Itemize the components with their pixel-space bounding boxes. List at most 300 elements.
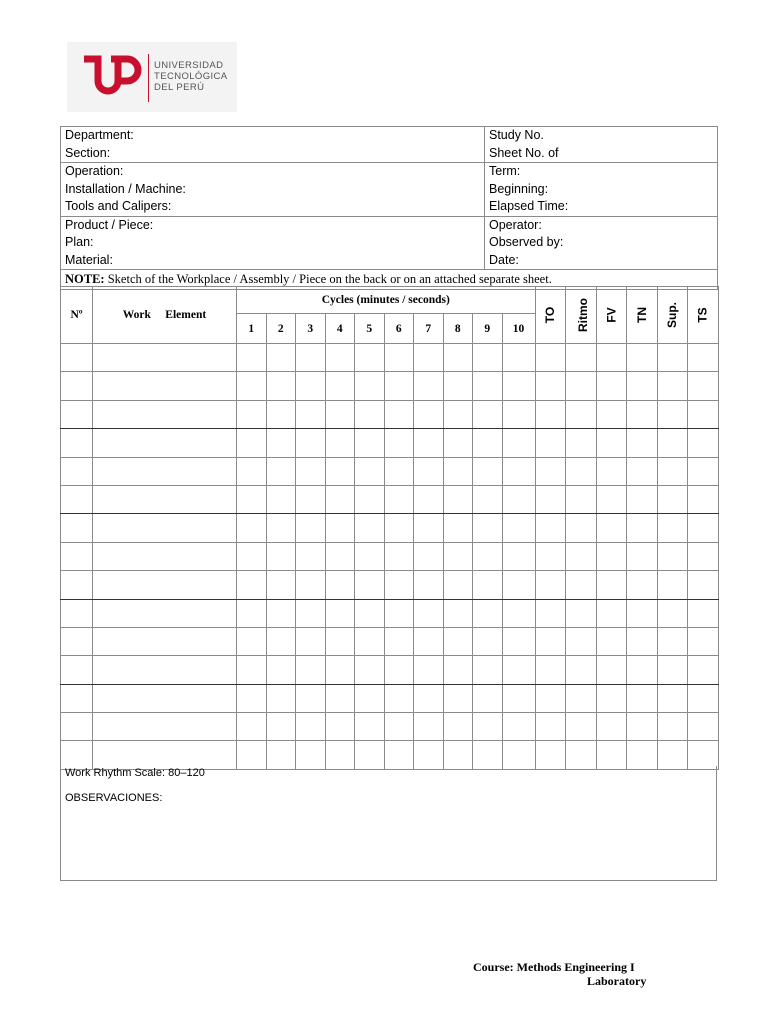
work-label: Work [122, 309, 151, 321]
grid-cell[interactable] [627, 656, 658, 684]
cycle-header-7: 7 [414, 314, 444, 344]
logo-wordmark [154, 60, 228, 93]
grid-cell[interactable] [596, 485, 627, 513]
grid-cell[interactable] [627, 713, 658, 741]
ts-label: TS [695, 307, 710, 323]
grid-cell[interactable] [296, 457, 326, 485]
table-row [61, 514, 719, 542]
grid-cell[interactable] [384, 542, 414, 570]
grid-cell[interactable] [657, 713, 688, 741]
grid-cell[interactable] [237, 514, 267, 542]
grid-cell[interactable] [355, 599, 385, 627]
grid-cell[interactable] [657, 514, 688, 542]
operator-field: Operator: [489, 217, 542, 232]
grid-cell[interactable] [414, 599, 444, 627]
grid-cell[interactable] [627, 571, 658, 599]
grid-cell[interactable] [657, 684, 688, 712]
grid-cell[interactable] [325, 571, 355, 599]
grid-cell[interactable] [296, 372, 326, 400]
grid-cell[interactable] [237, 599, 267, 627]
grid-cell[interactable] [688, 457, 719, 485]
grid-cell[interactable] [657, 429, 688, 457]
grid-cell[interactable] [566, 684, 597, 712]
header-row-2 [61, 163, 718, 217]
grid-cell[interactable] [414, 514, 444, 542]
grid-cell[interactable] [473, 571, 503, 599]
sheet-no-field: Sheet No. of [489, 145, 559, 160]
grid-cell[interactable] [266, 457, 296, 485]
grid-cell[interactable] [535, 344, 566, 372]
study-header-table [60, 126, 718, 290]
grid-cell[interactable] [325, 656, 355, 684]
grid-cell[interactable] [266, 627, 296, 655]
grid-cell[interactable] [266, 656, 296, 684]
grid-cell[interactable] [266, 344, 296, 372]
grid-cell[interactable] [296, 713, 326, 741]
grid-cell[interactable] [296, 429, 326, 457]
grid-cell[interactable] [355, 400, 385, 428]
grid-cell[interactable] [502, 627, 535, 655]
header-cell-term[interactable] [485, 163, 718, 217]
grid-cell[interactable] [596, 599, 627, 627]
grid-cell[interactable] [325, 429, 355, 457]
grid-cell[interactable] [473, 457, 503, 485]
grid-cell[interactable] [473, 485, 503, 513]
grid-cell[interactable] [443, 372, 473, 400]
grid-cell[interactable] [384, 713, 414, 741]
grid-cell[interactable] [266, 542, 296, 570]
grid-cell[interactable] [596, 400, 627, 428]
grid-cell[interactable] [296, 344, 326, 372]
grid-cell[interactable] [384, 656, 414, 684]
grid-cell[interactable] [535, 400, 566, 428]
grid-cell[interactable] [325, 400, 355, 428]
grid-cell[interactable] [384, 627, 414, 655]
grid-cell[interactable] [502, 599, 535, 627]
grid-cell[interactable] [325, 599, 355, 627]
note-text: Sketch of the Workplace / Assembly / Piece on the back or on an attached separate sheet. [104, 272, 552, 286]
grid-cell[interactable] [355, 656, 385, 684]
grid-cell[interactable] [566, 485, 597, 513]
grid-cell[interactable] [473, 542, 503, 570]
grid-cell[interactable] [93, 571, 237, 599]
course-line-2: Laboratory [587, 974, 647, 988]
grid-cell[interactable] [627, 457, 658, 485]
grid-cell[interactable] [535, 485, 566, 513]
grid-cell[interactable] [443, 684, 473, 712]
grid-cell[interactable] [266, 684, 296, 712]
grid-cell[interactable] [688, 656, 719, 684]
grid-cell[interactable] [535, 599, 566, 627]
grid-cell[interactable] [93, 599, 237, 627]
fv-label: FV [604, 307, 619, 323]
grid-cell[interactable] [414, 400, 444, 428]
grid-cell[interactable] [627, 514, 658, 542]
course-line-1: Course: Methods Engineering I [473, 960, 635, 974]
grid-cell[interactable] [355, 571, 385, 599]
grid-cell[interactable] [266, 599, 296, 627]
grid-body [61, 344, 719, 770]
grid-cell[interactable] [93, 542, 237, 570]
grid-cell[interactable] [61, 684, 93, 712]
grid-cell[interactable] [688, 599, 719, 627]
grid-cell[interactable] [414, 372, 444, 400]
grid-cell[interactable] [93, 656, 237, 684]
column-header-ritmo [566, 287, 597, 344]
grid-cell[interactable] [688, 571, 719, 599]
grid-cell[interactable] [627, 372, 658, 400]
grid-cell[interactable] [355, 457, 385, 485]
grid-cell[interactable] [596, 656, 627, 684]
grid-cell[interactable] [473, 372, 503, 400]
grid-cell[interactable] [443, 656, 473, 684]
grid-cell[interactable] [443, 429, 473, 457]
grid-cell[interactable] [61, 344, 93, 372]
grid-cell[interactable] [502, 684, 535, 712]
grid-cell[interactable] [93, 627, 237, 655]
grid-cell[interactable] [627, 485, 658, 513]
grid-cell[interactable] [61, 571, 93, 599]
grid-cell[interactable] [535, 627, 566, 655]
grid-cell[interactable] [566, 713, 597, 741]
grid-cell[interactable] [443, 400, 473, 428]
grid-cell[interactable] [473, 627, 503, 655]
grid-cell[interactable] [325, 627, 355, 655]
grid-cell[interactable] [443, 514, 473, 542]
grid-cell[interactable] [596, 713, 627, 741]
grid-cell[interactable] [93, 400, 237, 428]
tn-label: TN [634, 307, 649, 323]
grid-cell[interactable] [502, 713, 535, 741]
header-cell-operator[interactable] [485, 216, 718, 270]
table-row [61, 571, 719, 599]
grid-cell[interactable] [93, 372, 237, 400]
grid-cell[interactable] [93, 457, 237, 485]
header-cell-operation[interactable] [61, 163, 485, 217]
grid-cell[interactable] [93, 429, 237, 457]
grid-cell[interactable] [688, 627, 719, 655]
grid-cell[interactable] [596, 684, 627, 712]
grid-cell[interactable] [384, 684, 414, 712]
grid-cell[interactable] [627, 429, 658, 457]
grid-cell[interactable] [355, 627, 385, 655]
grid-cell[interactable] [566, 344, 597, 372]
grid-cell[interactable] [266, 571, 296, 599]
grid-cell[interactable] [688, 713, 719, 741]
grid-cell[interactable] [384, 344, 414, 372]
grid-cell[interactable] [502, 485, 535, 513]
grid-cell[interactable] [657, 627, 688, 655]
grid-cell[interactable] [384, 599, 414, 627]
grid-cell[interactable] [325, 713, 355, 741]
grid-cell[interactable] [266, 429, 296, 457]
grid-cell[interactable] [384, 571, 414, 599]
grid-cell[interactable] [566, 627, 597, 655]
grid-cell[interactable] [443, 627, 473, 655]
header-cell-department[interactable] [61, 127, 485, 163]
grid-cell[interactable] [384, 372, 414, 400]
grid-cell[interactable] [688, 514, 719, 542]
grid-cell[interactable] [414, 485, 444, 513]
grid-cell[interactable] [535, 514, 566, 542]
grid-cell[interactable] [566, 571, 597, 599]
grid-cell[interactable] [657, 571, 688, 599]
grid-cell[interactable] [566, 429, 597, 457]
grid-cell[interactable] [414, 571, 444, 599]
university-logo [67, 42, 237, 112]
grid-cell[interactable] [61, 429, 93, 457]
grid-cell[interactable] [596, 571, 627, 599]
grid-cell[interactable] [61, 656, 93, 684]
observed-by-field: Observed by: [489, 235, 564, 249]
header-cell-product[interactable] [61, 216, 485, 270]
grid-cell[interactable] [296, 542, 326, 570]
grid-cell[interactable] [473, 599, 503, 627]
grid-cell[interactable] [596, 372, 627, 400]
grid-cell[interactable] [535, 656, 566, 684]
grid-cell[interactable] [566, 372, 597, 400]
grid-cell[interactable] [237, 542, 267, 570]
grid-cell[interactable] [266, 514, 296, 542]
grid-cell[interactable] [237, 400, 267, 428]
grid-cell[interactable] [657, 344, 688, 372]
grid-cell[interactable] [237, 485, 267, 513]
grid-cell[interactable] [443, 344, 473, 372]
grid-cell[interactable] [443, 457, 473, 485]
grid-cell[interactable] [414, 627, 444, 655]
grid-cell[interactable] [535, 372, 566, 400]
grid-cell[interactable] [566, 514, 597, 542]
column-header-work-element [93, 287, 237, 344]
grid-cell[interactable] [266, 372, 296, 400]
grid-cell[interactable] [473, 713, 503, 741]
grid-cell[interactable] [325, 542, 355, 570]
table-row [61, 400, 719, 428]
grid-cell[interactable] [566, 656, 597, 684]
grid-cell[interactable] [657, 656, 688, 684]
grid-cell[interactable] [657, 599, 688, 627]
grid-cell[interactable] [266, 400, 296, 428]
grid-cell[interactable] [657, 485, 688, 513]
cycle-header-6: 6 [384, 314, 414, 344]
grid-cell[interactable] [502, 372, 535, 400]
grid-cell[interactable] [535, 571, 566, 599]
grid-cell[interactable] [296, 400, 326, 428]
to-label: TO [543, 306, 558, 324]
grid-cell[interactable] [296, 571, 326, 599]
grid-cell[interactable] [688, 485, 719, 513]
grid-cell[interactable] [237, 713, 267, 741]
grid-cell[interactable] [414, 344, 444, 372]
grid-cell[interactable] [355, 485, 385, 513]
grid-cell[interactable] [61, 542, 93, 570]
grid-cell[interactable] [384, 485, 414, 513]
grid-cell[interactable] [355, 713, 385, 741]
grid-cell[interactable] [502, 457, 535, 485]
grid-cell[interactable] [627, 627, 658, 655]
grid-cell[interactable] [61, 713, 93, 741]
grid-cell[interactable] [61, 372, 93, 400]
grid-cell[interactable] [535, 457, 566, 485]
grid-cell[interactable] [502, 344, 535, 372]
grid-cell[interactable] [61, 485, 93, 513]
grid-cell[interactable] [596, 344, 627, 372]
grid-cell[interactable] [502, 571, 535, 599]
grid-cell[interactable] [473, 344, 503, 372]
grid-cell[interactable] [237, 571, 267, 599]
grid-cell[interactable] [443, 571, 473, 599]
grid-cell[interactable] [535, 713, 566, 741]
column-header-tn [627, 287, 658, 344]
grid-cell[interactable] [566, 457, 597, 485]
grid-cell[interactable] [266, 713, 296, 741]
grid-cell[interactable] [61, 627, 93, 655]
grid-cell[interactable] [325, 372, 355, 400]
department-field: Department: [65, 128, 134, 142]
grid-cell[interactable] [93, 485, 237, 513]
grid-cell[interactable] [414, 684, 444, 712]
grid-cell[interactable] [266, 485, 296, 513]
grid-cell[interactable] [296, 514, 326, 542]
grid-cell[interactable] [566, 599, 597, 627]
grid-cell[interactable] [355, 514, 385, 542]
grid-cell[interactable] [535, 684, 566, 712]
date-field: Date: [489, 252, 519, 267]
grid-cell[interactable] [443, 599, 473, 627]
grid-cell[interactable] [325, 457, 355, 485]
header-cell-study[interactable] [485, 127, 718, 163]
column-header-to [535, 287, 566, 344]
grid-cell[interactable] [596, 457, 627, 485]
observations-box[interactable] [60, 766, 717, 881]
grid-cell[interactable] [325, 344, 355, 372]
grid-cell[interactable] [596, 627, 627, 655]
grid-cell[interactable] [473, 656, 503, 684]
grid-cell[interactable] [596, 429, 627, 457]
grid-cell[interactable] [596, 514, 627, 542]
grid-cell[interactable] [237, 656, 267, 684]
grid-cell[interactable] [384, 400, 414, 428]
grid-cell[interactable] [414, 542, 444, 570]
grid-cell[interactable] [325, 514, 355, 542]
grid-cell[interactable] [93, 344, 237, 372]
ritmo-label: Ritmo [576, 298, 591, 332]
grid-cell[interactable] [355, 372, 385, 400]
grid-cell[interactable] [473, 400, 503, 428]
grid-cell[interactable] [535, 429, 566, 457]
grid-cell[interactable] [657, 457, 688, 485]
grid-cell[interactable] [384, 429, 414, 457]
grid-cell[interactable] [325, 485, 355, 513]
grid-cell[interactable] [296, 627, 326, 655]
element-label: Element [165, 309, 207, 321]
grid-cell[interactable] [502, 656, 535, 684]
term-field: Term: [489, 164, 521, 178]
grid-cell[interactable] [296, 485, 326, 513]
utp-logo-mark-icon [81, 53, 145, 101]
grid-cell[interactable] [688, 684, 719, 712]
grid-cell[interactable] [61, 599, 93, 627]
grid-cell[interactable] [443, 542, 473, 570]
grid-cell[interactable] [61, 400, 93, 428]
grid-cell[interactable] [566, 400, 597, 428]
grid-cell[interactable] [414, 429, 444, 457]
grid-cell[interactable] [237, 372, 267, 400]
material-field: Material: [65, 252, 113, 267]
grid-cell[interactable] [473, 684, 503, 712]
grid-cell[interactable] [61, 457, 93, 485]
cycle-header-3: 3 [296, 314, 326, 344]
grid-cell[interactable] [296, 599, 326, 627]
work-rhythm-scale: Work Rhythm Scale: 80–120 [65, 767, 205, 779]
grid-cell[interactable] [657, 400, 688, 428]
grid-cell[interactable] [688, 344, 719, 372]
cycle-header-10: 10 [502, 314, 535, 344]
grid-cell[interactable] [443, 713, 473, 741]
grid-cell[interactable] [627, 684, 658, 712]
grid-cell[interactable] [627, 542, 658, 570]
grid-cell[interactable] [384, 457, 414, 485]
cycle-header-9: 9 [473, 314, 503, 344]
grid-cell[interactable] [355, 429, 385, 457]
grid-cell[interactable] [93, 514, 237, 542]
table-row [61, 656, 719, 684]
grid-cell[interactable] [535, 542, 566, 570]
logo-line-2: TECNOLÓGICA [154, 71, 228, 82]
grid-cell[interactable] [237, 684, 267, 712]
column-header-ts [688, 287, 719, 344]
grid-cell[interactable] [384, 514, 414, 542]
grid-cell[interactable] [414, 713, 444, 741]
grid-cell[interactable] [657, 542, 688, 570]
grid-cell[interactable] [355, 684, 385, 712]
grid-cell[interactable] [688, 372, 719, 400]
grid-cell[interactable] [93, 713, 237, 741]
grid-cell[interactable] [657, 372, 688, 400]
grid-cell[interactable] [473, 429, 503, 457]
grid-cell[interactable] [355, 344, 385, 372]
grid-cell[interactable] [61, 514, 93, 542]
grid-cell[interactable] [325, 684, 355, 712]
grid-cell[interactable] [502, 429, 535, 457]
grid-cell[interactable] [688, 429, 719, 457]
grid-cell[interactable] [502, 400, 535, 428]
grid-cell[interactable] [93, 684, 237, 712]
grid-cell[interactable] [237, 429, 267, 457]
grid-cell[interactable] [414, 656, 444, 684]
grid-cell[interactable] [627, 599, 658, 627]
sup-label: Sup. [665, 302, 680, 328]
grid-cell[interactable] [296, 684, 326, 712]
grid-cell[interactable] [627, 400, 658, 428]
grid-cell[interactable] [502, 514, 535, 542]
grid-cell[interactable] [627, 344, 658, 372]
grid-cell[interactable] [596, 542, 627, 570]
grid-cell[interactable] [237, 457, 267, 485]
grid-cell[interactable] [443, 485, 473, 513]
grid-cell[interactable] [237, 627, 267, 655]
no-label: Nº [70, 309, 83, 321]
grid-cell[interactable] [237, 344, 267, 372]
grid-cell[interactable] [502, 542, 535, 570]
grid-cell[interactable] [414, 457, 444, 485]
grid-cell[interactable] [688, 542, 719, 570]
grid-cell[interactable] [566, 542, 597, 570]
grid-cell[interactable] [355, 542, 385, 570]
grid-cell[interactable] [473, 514, 503, 542]
grid-cell[interactable] [296, 656, 326, 684]
grid-cell[interactable] [688, 400, 719, 428]
